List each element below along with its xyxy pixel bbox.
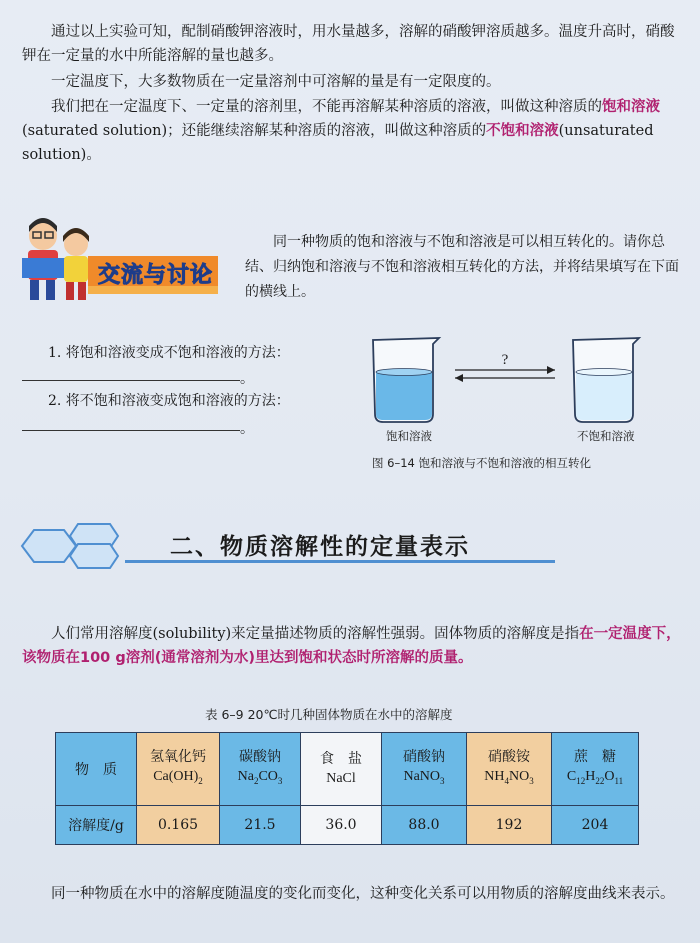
substance-name: 碳酸钠 [239,749,281,766]
formula-subscript: 2 [198,775,203,786]
beaker-conversion-diagram [365,330,655,430]
substance-formula [220,767,300,791]
unsaturated-label: 不饱和溶液 [577,429,635,443]
answer-line-1[interactable] [22,380,240,381]
text-segment: (unsaturated solution)。 [22,123,654,163]
formula-part: CO [258,769,278,785]
substance-formula [382,767,466,791]
table-value-row [56,806,639,845]
header-label: 物 质 [75,762,117,778]
answer-period-2: 。 [240,421,254,437]
question-1: 1. 将饱和溶液变成不饱和溶液的方法： [48,345,290,361]
formula-part: NaNO [403,769,441,785]
table-caption: 表 6–9 20℃时几种固体物质在水中的溶解度 [205,707,453,722]
value-table-salt: 36.0 [301,806,382,845]
header-label-cell [56,733,137,806]
formula-part: NO [509,769,530,785]
formula-part: NH [484,769,505,785]
substance-formula [301,769,381,789]
substance-formula [137,767,219,791]
paragraph-experiment-conclusion: 通过以上实验可知，配制硝酸钾溶液时，用水量越多，溶解的硝酸钾溶质越多。温度升高时，硝酸钾在一定量的水中所能溶解的量也越多。 [22,24,675,64]
table-header-row [56,733,639,806]
text-segment: 我们把在一定温度下、一定量的溶剂里，不能再溶解某种溶质的溶液，叫做这种溶质的 [51,99,602,115]
value-sodium-carbonate: 21.5 [220,806,301,845]
formula-part: O [604,769,615,785]
formula-subscript: 3 [529,775,534,786]
paragraph-saturated-definition [22,95,682,167]
text-segment: (saturated solution)；还能继续溶解某种溶质的溶液，叫做这种溶质的 [22,123,487,139]
formula-part: C [566,769,577,785]
term-solubility-definition: 在一定温度下，该物质在100 g溶剂(通常溶剂为水)里达到饱和状态时所溶解的质量。 [22,626,681,666]
formula-subscript: 11 [614,775,624,786]
column-header-sodium-carbonate [220,733,301,806]
solubility-table [55,732,639,845]
formula-subscript: 3 [440,775,445,786]
saturated-beaker-icon [373,338,439,422]
term-unsaturated-solution: 不饱和溶液 [486,123,559,139]
formula-part: Ca(OH) [153,769,199,785]
formula-subscript: 3 [277,775,283,786]
conversion-question-mark: ? [501,352,509,368]
substance-formula [467,767,551,791]
substance-name: 硝酸铵 [488,749,530,766]
formula-subscript: 12 [576,775,586,786]
term-saturated-solution: 饱和溶液 [602,99,660,115]
answer-period-1: 。 [240,371,254,387]
discussion-label: 交流与讨论 [98,263,214,288]
row-label: 溶解度/g [68,818,124,834]
column-header-sucrose [552,733,639,806]
value-calcium-hydroxide: 0.165 [137,806,220,845]
formula-part: H [585,769,596,785]
column-header-calcium-hydroxide [137,733,220,806]
value-ammonium-nitrate: 192 [467,806,552,845]
formula-subscript: 22 [595,775,605,786]
paragraph-solubility-limit: 一定温度下，大多数物质在一定量溶剂中可溶解的量是有一定限度的。 [51,74,501,90]
unsaturated-beaker-icon [573,338,639,422]
section-title: 二、物质溶解性的定量表示 [170,534,470,560]
value-sodium-nitrate: 88.0 [382,806,467,845]
formula-part: NaCl [326,771,356,786]
section-hexagon-icon [18,520,158,572]
substance-name: 硝酸钠 [403,749,445,766]
substance-name: 蔗 糖 [574,749,616,766]
row-label-cell [56,806,137,845]
substance-name: 食 盐 [320,751,362,767]
answer-line-2[interactable] [22,430,240,431]
value-sucrose: 204 [552,806,639,845]
formula-subscript: 2 [253,775,259,786]
formula-part: Na [237,769,254,785]
figure-caption: 图 6–14 饱和溶液与不饱和溶液的相互转化 [372,456,592,470]
substance-name: 氢氧化钙 [150,749,206,766]
column-header-sodium-nitrate [382,733,467,806]
paragraph-solubility-curve: 同一种物质在水中的溶解度随温度的变化而变化，这种变化关系可以用物质的溶解度曲线来表示。 [51,886,675,902]
section-underline [125,560,555,563]
substance-formula [552,767,638,791]
column-header-table-salt [301,733,382,806]
saturated-label: 饱和溶液 [386,429,432,443]
discussion-prompt: 同一种物质的饱和溶液与不饱和溶液是可以相互转化的。请你总结、归纳饱和溶液与不饱和溶液相互转化的方法，并将结果填写在下面的横线上。 [245,234,679,300]
column-header-ammonium-nitrate [467,733,552,806]
text-segment: 人们常用溶解度(solubility)来定量描述物质的溶解性强弱。固体物质的溶解度是指 [51,626,580,642]
question-2: 2. 将不饱和溶液变成饱和溶液的方法： [48,393,290,409]
formula-subscript: 4 [504,775,509,786]
paragraph-solubility-definition [22,622,682,670]
